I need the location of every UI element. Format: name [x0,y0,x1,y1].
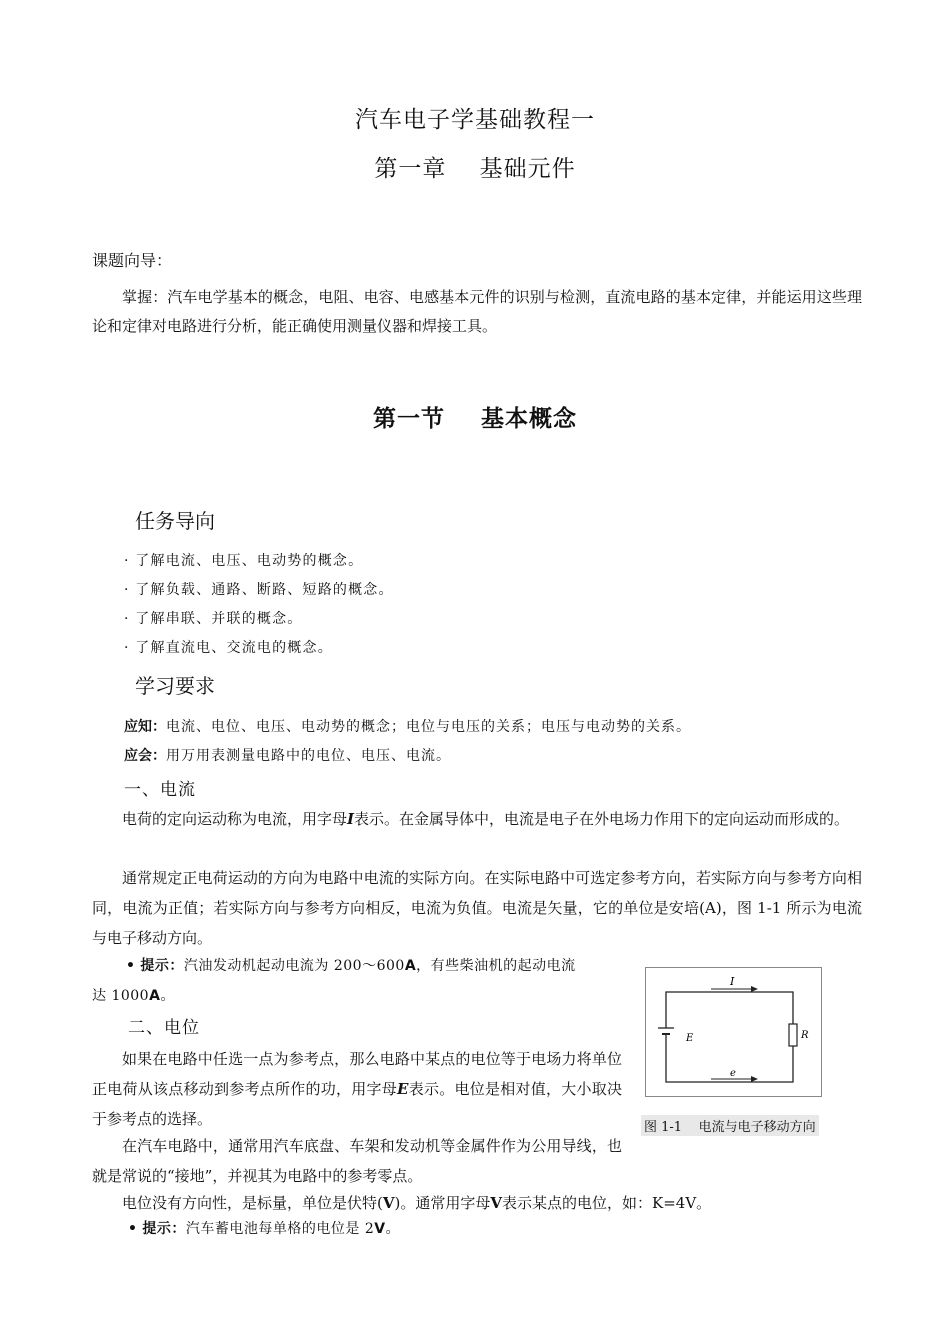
label-emf: E [686,1033,694,1044]
tip-label: 提示： [142,1221,186,1237]
top-wire [666,992,793,1024]
potential-heading: 二、电位 [128,1018,200,1038]
tasks-heading: 任务导向 [135,509,215,533]
current-paragraph-2: 通常规定正电荷运动的方向为电路中电流的实际方向。在实际电路中可选定参考方向，若实际方向与参考方向相同，电流为正值；若实际方向与参考方向相反，电流为负值。电流是矢量，它的单位是安培(A)，图 1-1 所示为电流与电子移动方向。 [92,869,862,947]
current-heading: 一、电流 [124,780,196,800]
unit-v: V [374,1221,386,1237]
current-tip-end: 。 [160,988,175,1004]
guide-heading: 课题向导： [92,251,173,270]
current-arrow-head [751,986,758,992]
current-tip-text-c: 达 1000 [92,988,150,1004]
potential-p3-text-a: 电位没有方向性，是标量，单位是伏特( [122,1194,383,1212]
potential-p1-text-b: 表示。电位是相对值，大小取决于参考点的选择。 [92,1080,622,1128]
document-title: 汽车电子学基础教程一 [355,107,595,133]
know-label: 应知： [124,719,166,735]
potential-tip-end: 。 [385,1221,401,1237]
current-p1-text-a: 电荷的定向运动称为电流，用字母 [122,810,348,828]
tip-bullet: • [128,1221,138,1237]
chapter-title: 第一章 基础元件 [374,156,576,182]
circuit-diagram [646,968,821,1096]
label-current: I [730,975,735,988]
task-item: · 了解直流电、交流电的概念。 [124,640,333,656]
current-tip-text-b: ，有些柴油机的起动电流 [416,958,576,974]
requirements-heading: 学习要求 [135,674,215,698]
resistor-symbol [789,1024,797,1046]
label-electron: e [730,1068,736,1079]
potential-p3-text-b: )。通常用字母 [394,1194,491,1212]
current-tip-text-a: 汽油发动机起动电流为 200～600 [183,958,405,974]
symbol-v: V [490,1194,502,1212]
current-paragraph-1 [92,804,862,834]
potential-paragraph-3 [92,1188,872,1218]
potential-p3-text-c: 表示某点的电位，如：K=4V。 [502,1194,712,1212]
requirement-know [124,716,691,736]
can-text: 用万用表测量电路中的电位、电压、电流。 [166,748,451,764]
unit-a: A [149,988,161,1004]
current-symbol: I [347,810,355,828]
tip-bullet: • [126,958,136,974]
unit-v: V [382,1194,395,1212]
section-title: 第一节 基本概念 [372,405,578,432]
label-resistor: R [801,1030,809,1041]
electron-arrow-head [751,1076,758,1082]
unit-a: A [404,958,417,974]
task-item: · 了解串联、并联的概念。 [124,611,303,627]
current-tip-line-1 [126,955,576,975]
circuit-figure [645,967,822,1097]
potential-paragraph-1 [92,1044,622,1134]
current-tip-line-2 [92,985,175,1005]
task-item: · 了解电流、电压、电动势的概念。 [124,553,364,569]
potential-symbol: E [397,1080,409,1098]
task-item: · 了解负载、通路、断路、短路的概念。 [124,582,394,598]
potential-tip [128,1218,400,1238]
guide-body: 掌握：汽车电学基本的概念，电阻、电容、电感基本元件的识别与检测，直流电路的基本定律，并能运用这些理论和定律对电路进行分析，能正确使用测量仪器和焊接工具。 [92,288,862,335]
potential-p1-text-a: 如果在电路中任选一点为参考点，那么电路中某点的电位等于电场力将单位正电荷从该点移动到参考点所作的功，用字母 [92,1050,622,1098]
current-p1-text-b: 表示。在金属导体中，电流是电子在外电场力作用下的定向运动而形成的。 [354,810,850,828]
potential-paragraph-2: 在汽车电路中，通常用汽车底盘、车架和发动机等金属件作为公用导线，也就是常说的“接地”，并视其为电路中的参考零点。 [92,1137,622,1185]
can-label: 应会： [124,748,166,764]
potential-tip-text-a: 汽车蓄电池每单格的电位是 2 [185,1221,375,1237]
requirement-can [124,745,451,765]
figure-caption: 图 1-1 电流与电子移动方向 [641,1115,819,1136]
tip-label: 提示： [140,958,184,974]
know-text: 电流、电位、电压、电动势的概念；电位与电压的关系；电压与电动势的关系。 [166,719,691,735]
